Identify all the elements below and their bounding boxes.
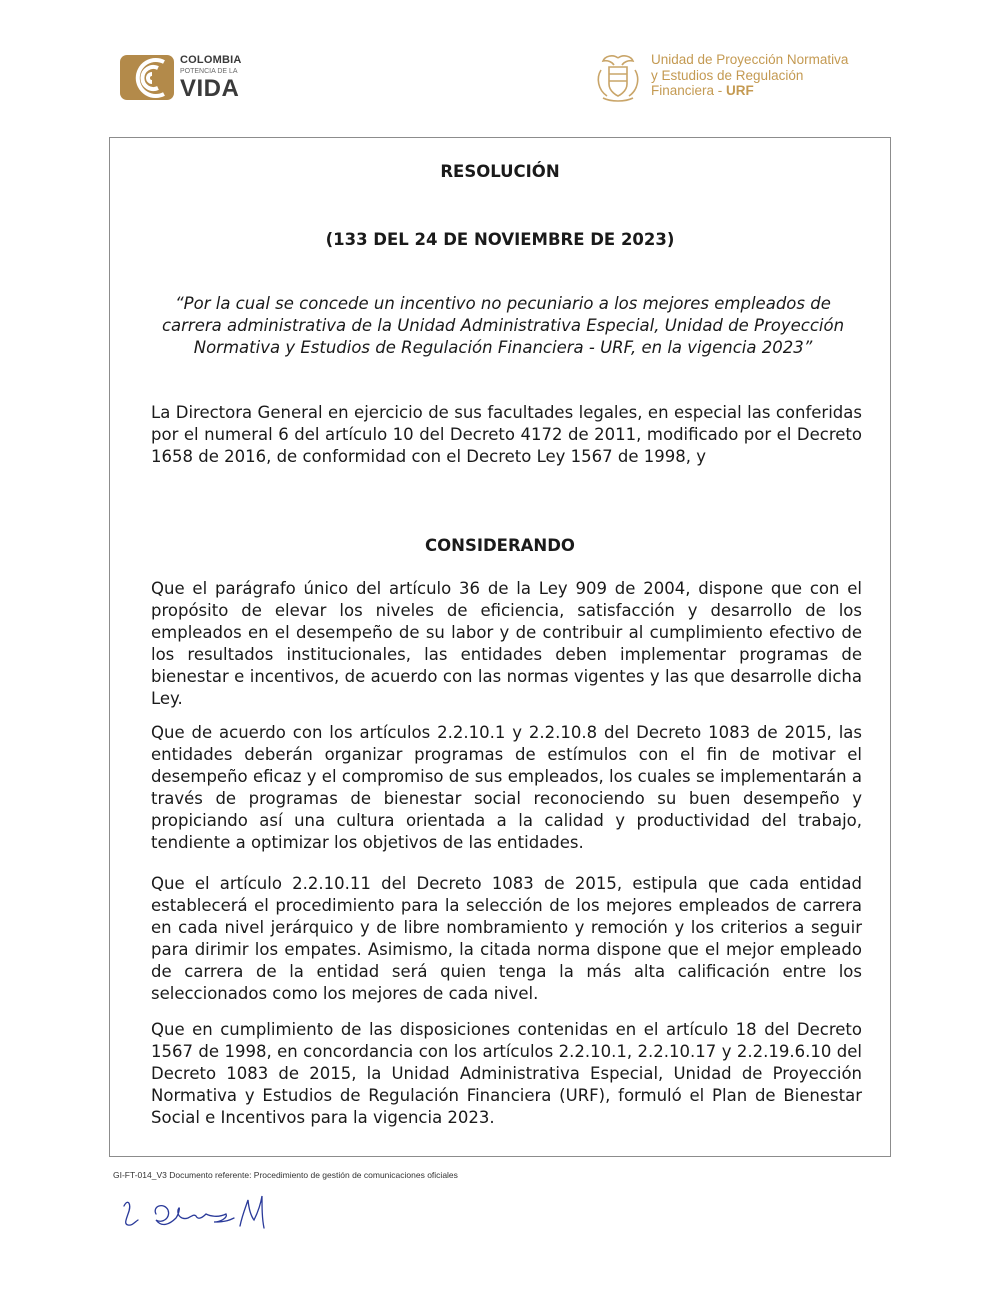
colombia-brand-mark-icon [118, 52, 176, 102]
document-reference-footer: GI-FT-014_V3 Documento referente: Procedimiento de gestión de comunicaciones oficiales [113, 1170, 458, 1180]
brand-line-potencia: POTENCIA DE LA [180, 68, 238, 75]
entity-line-3: Financiera - [651, 83, 727, 98]
considerando-paragraph: Que el parágrafo único del artículo 36 de la Ley 909 de 2004, dispone que con el propósito de elevar los niveles de eficiencia, satisfacción y desarrollo de los empleados en el desempeño de su labor y de contribuir al cumplimiento efectivo de los resultados institucionales, las entidades deben implementar programas de bienestar e incentivos, de acuerdo con las normas vigentes y las que desarrolle dicha Ley. [151, 579, 862, 708]
brand-line-colombia: COLOMBIA [180, 54, 242, 66]
resolution-subject: “Por la cual se concede un incentivo no pecuniario a los mejores empleados de carrera administrativa de la Unidad Administrativa Especial, Unidad de Proyección Normativa y Estudios de Regulación Financiera - URF, en la vigencia 2023” [161, 294, 845, 357]
colombia-potencia-de-la-vida-logo [118, 52, 258, 108]
brand-line-vida: VIDA [180, 75, 240, 102]
entity-acronym: URF [726, 83, 754, 98]
entity-line-2: y Estudios de Regulación [651, 67, 804, 83]
initials-signatures [118, 1192, 278, 1234]
signature-mark [240, 1196, 264, 1228]
entity-line-1: Unidad de Proyección Normativa [651, 52, 849, 67]
urf-entity-logo [593, 50, 893, 108]
urf-entity-name [651, 52, 848, 99]
document-title: RESOLUCIÓN [440, 162, 560, 181]
considerando-paragraph: Que en cumplimiento de las disposiciones contenidas en el artículo 18 del Decreto 1567 de 1998, en concordancia con los artículos 2.2.10.1, 2.2.10.17 y 2.2.19.6.10 del Decreto 1083 de 2015, la Unidad Administrativa Especial, Unidad de Proyección Normativa y Estudios de Regulación Financiera (URF), formuló el Plan de Bienestar Social e Incentivos para la vigencia 2023. [151, 1020, 862, 1127]
resolution-number: (133 DEL 24 DE NOVIEMBRE DE 2023) [325, 230, 675, 249]
section-title-considerando: CONSIDERANDO [425, 536, 575, 555]
colombia-coat-of-arms-icon [593, 52, 643, 104]
signature-mark [155, 1206, 234, 1225]
considerando-paragraph: Que de acuerdo con los artículos 2.2.10.1 y 2.2.10.8 del Decreto 1083 de 2015, las entidades deberán organizar programas de estímulos con el fin de motivar el desempeño eficaz y el compromiso de sus empleados, los cuales se implementarán a través de programas de bienestar social reconociendo su buen desempeño y propiciando así una cultura orientada a la calidad y productividad del trabajo, tendiente a optimizar los objetivos de las entidades. [151, 723, 862, 852]
page-header [0, 0, 1000, 130]
considerando-paragraph: Que el artículo 2.2.10.11 del Decreto 1083 de 2015, estipula que cada entidad establecerá el procedimiento para la selección de los mejores empleados de carrera en cada nivel jerárquico y de libre nombramiento y remoción y los criterios a seguir para dirimir los empates. Asimismo, la citada norma dispone que el mejor empleado de carrera de la entidad será quien tenga la más alta calificación entre los seleccionados como los mejores de cada nivel. [151, 874, 862, 1003]
resolution-document [109, 137, 891, 1157]
preamble-paragraph: La Directora General en ejercicio de sus facultades legales, en especial las conferidas por el numeral 6 del artículo 10 del Decreto 4172 de 2011, modificado por el Decreto 1658 de 2016, de conformidad con el Decreto Ley 1567 de 1998, y [151, 403, 862, 466]
signature-mark [124, 1202, 138, 1225]
